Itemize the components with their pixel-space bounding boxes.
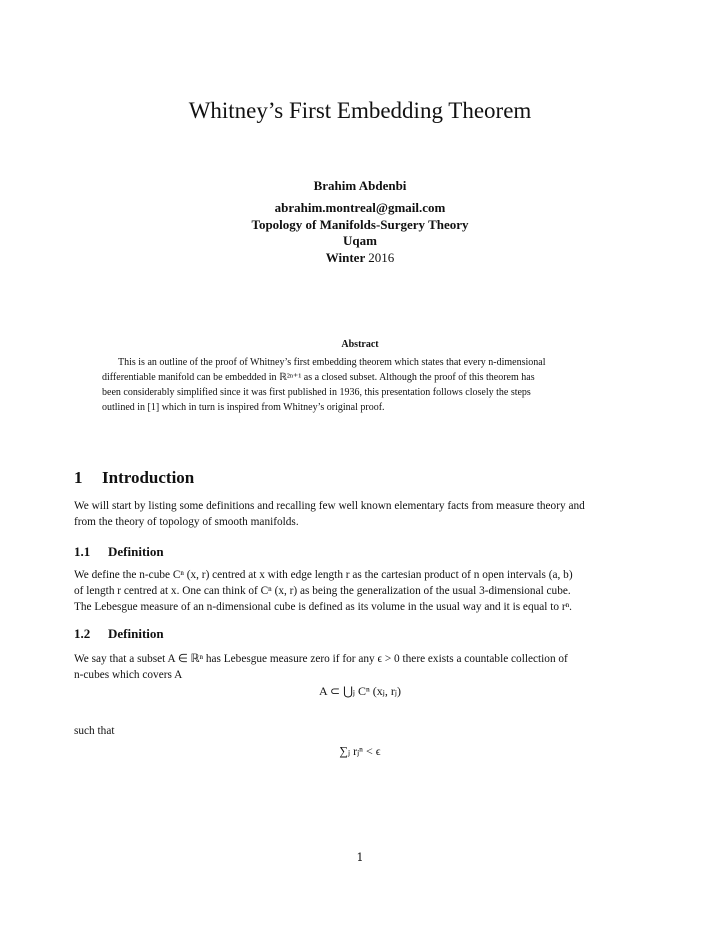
subsection-heading-1-2 — [74, 626, 164, 642]
subsection-number: 1.1 — [74, 544, 91, 559]
abstract-body — [102, 355, 618, 415]
abstract-line: differentiable manifold can be embedded in ℝ²ⁿ⁺¹ as a closed subset. Although the proof of this theorem has — [102, 372, 535, 383]
cover-formula: A ⊂ ⋃ⱼ Cⁿ (xⱼ, rⱼ) — [319, 684, 401, 698]
paragraph-line: We define the n-cube Cⁿ (x, r) centred at x with edge length r as the cartesian product of n open intervals (a, b) — [74, 569, 573, 581]
abstract-line: outlined in [1] which in turn is inspired from Whitney’s original proof. — [102, 402, 385, 413]
introduction-paragraph — [74, 498, 648, 530]
author-name: Brahim Abdenbi — [313, 178, 407, 193]
definition-1-2-paragraph — [74, 651, 648, 683]
definition-1-1-paragraph — [74, 567, 648, 615]
school-name: Uqam — [343, 233, 377, 248]
term — [0, 250, 720, 266]
sum-formula: ∑ⱼ rⱼⁿ < ϵ — [339, 744, 381, 758]
paper-title: Whitney’s First Embedding Theorem — [188, 98, 532, 123]
abstract-line: This is an outline of the proof of Whitney’s first embedding theorem which states that every n-dimensional — [118, 357, 546, 368]
subsection-number: 1.2 — [74, 626, 91, 641]
subsection-heading-1-1 — [74, 544, 164, 560]
abstract-heading: Abstract — [341, 339, 379, 350]
paragraph-line: We say that a subset A ∈ ℝⁿ has Lebesgue measure zero if for any ϵ > 0 there exists a countable collection of — [74, 653, 568, 665]
such-that-text: such that — [74, 725, 115, 737]
paragraph-line: n-cubes which covers A — [74, 669, 183, 681]
section-heading-introduction — [74, 468, 194, 488]
author-email: abrahim.montreal@gmail.com — [274, 200, 446, 215]
section-title: Introduction — [102, 468, 195, 487]
paragraph-line: from the theory of topology of smooth manifolds. — [74, 516, 299, 528]
paragraph-line: We will start by listing some definitions and recalling few well known elementary facts from measure theory and — [74, 500, 585, 512]
subsection-title: Definition — [108, 626, 164, 641]
term-year: 2016 — [368, 250, 395, 265]
subsection-title: Definition — [108, 544, 164, 559]
term-label: Winter — [325, 250, 365, 265]
abstract-line: been considerably simplified since it was first published in 1936, this presentation follows closely the steps — [102, 387, 531, 398]
page-number: 1 — [356, 851, 364, 864]
section-number: 1 — [74, 468, 83, 487]
paragraph-line: of length r centred at x. One can think of Cⁿ (x, r) as being the generalization of the usual 3-dimensional cube. — [74, 585, 571, 597]
paragraph-line: The Lebesgue measure of an n-dimensional cube is defined as its volume in the usual way and it is equal to rⁿ. — [74, 601, 572, 613]
course-name: Topology of Manifolds-Surgery Theory — [251, 217, 469, 232]
